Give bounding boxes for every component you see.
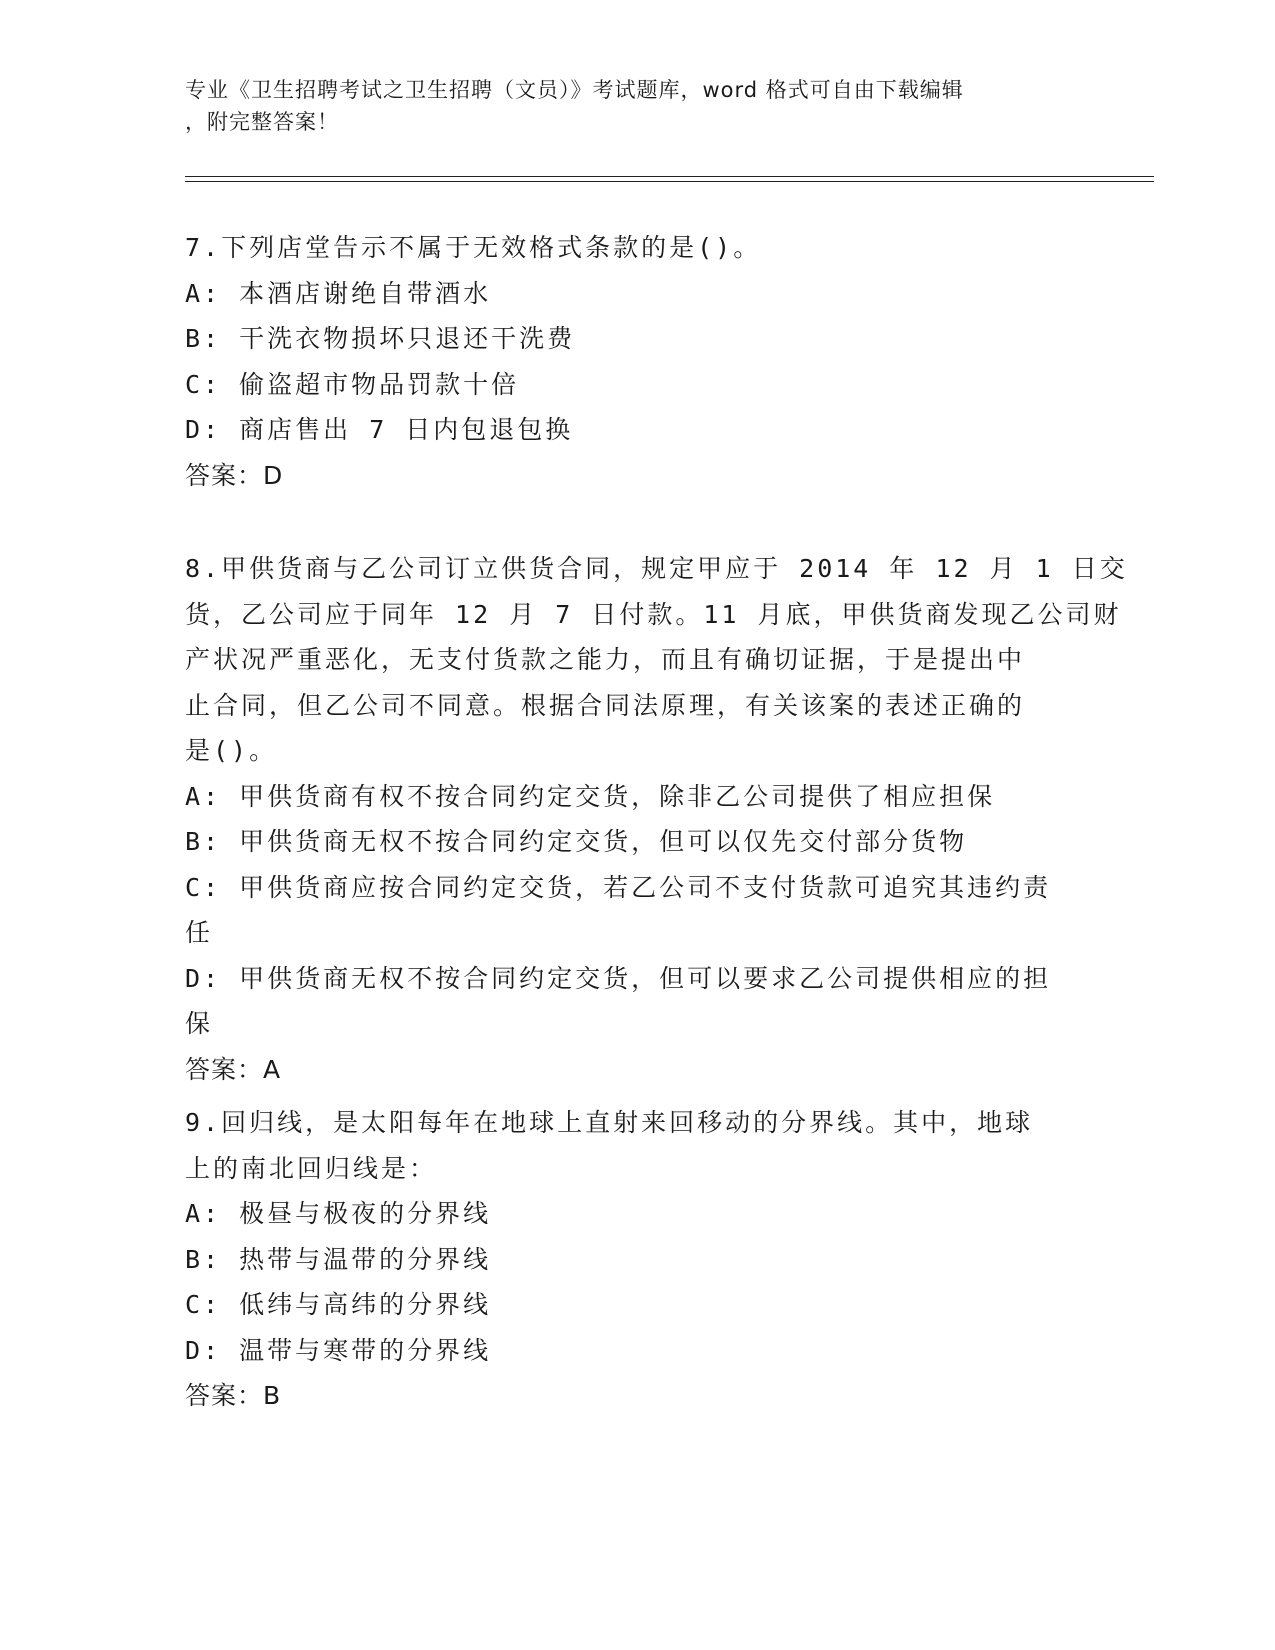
header-line-1: 专业《卫生招聘考试之卫生招聘（文员）》考试题库，word 格式可自由下载编辑 — [185, 78, 964, 102]
document-header — [185, 74, 1065, 138]
option-a: A: 甲供货商有权不按合同约定交货，除非乙公司提供了相应担保 — [185, 781, 996, 811]
option-b: B: 热带与温带的分界线 — [185, 1244, 492, 1274]
option-c: C: 偷盗超市物品罚款十倍 — [185, 369, 520, 399]
option-d: D: 温带与寒带的分界线 — [185, 1335, 492, 1365]
answer: 答案：B — [185, 1381, 282, 1410]
question-text: 产状况严重恶化，无支付货款之能力，而且有确切证据，于是提出中 — [185, 645, 1026, 674]
header-divider-bottom — [185, 181, 1154, 182]
option-d: D: 甲供货商无权不按合同约定交货，但可以要求乙公司提供相应的担 — [185, 963, 1052, 993]
option-c: C: 低纬与高纬的分界线 — [185, 1290, 492, 1319]
question-text: 上的南北回归线是： — [185, 1153, 438, 1183]
question-text: 7.下列店堂告示不属于无效格式条款的是()。 — [185, 233, 762, 262]
option-b: B: 甲供货商无权不按合同约定交货，但可以仅先交付部分货物 — [185, 827, 968, 856]
option-c-continued: 任 — [185, 918, 214, 947]
option-c: C: 甲供货商应按合同约定交货，若乙公司不支付货款可追究其违约责 — [185, 872, 1052, 902]
question-7 — [185, 225, 1085, 498]
question-text: 货，乙公司应于同年 12 月 7 日付款。11 月底，甲供货商发现乙公司财 — [185, 599, 1122, 629]
question-text: 9.回归线，是太阳每年在地球上直射来回移动的分界线。其中，地球 — [185, 1108, 1034, 1137]
question-text: 8.甲供货商与乙公司订立供货合同，规定甲应于 2014 年 12 月 1 日交 — [185, 554, 1128, 583]
option-a: A: 极昼与极夜的分界线 — [185, 1199, 492, 1228]
question-text: 止合同，但乙公司不同意。根据合同法原理，有关该案的表述正确的 — [185, 690, 1026, 720]
header-line-2: ，附完整答案！ — [185, 110, 339, 134]
answer: 答案：A — [185, 1054, 282, 1084]
answer: 答案：D — [185, 460, 284, 490]
option-d-continued: 保 — [185, 1009, 214, 1038]
question-text: 是()。 — [185, 736, 278, 765]
option-b: B: 干洗衣物损坏只退还干洗费 — [185, 324, 576, 353]
header-divider-top — [185, 176, 1154, 177]
question-9 — [185, 1100, 1085, 1419]
option-d: D: 商店售出 7 日内包退包换 — [185, 415, 574, 444]
question-8 — [185, 546, 1128, 1092]
option-a: A: 本酒店谢绝自带酒水 — [185, 278, 492, 308]
